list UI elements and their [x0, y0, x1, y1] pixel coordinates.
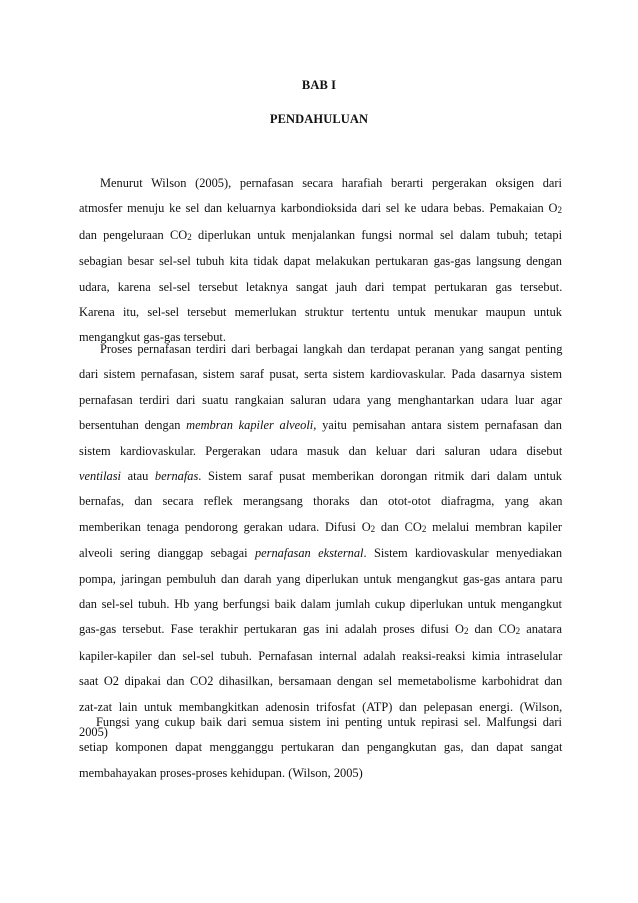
paragraph-line: membahayakan proses-proses kehidupan. (Wilson, 2005)	[79, 765, 363, 780]
paragraph-line: pernafasan terdiri dari suatu rangkaian saluran udara yang menghantarkan udara luar agar	[79, 392, 563, 407]
paragraph-line: gas-gas tersebut. Fase terakhir pertukaran gas ini adalah proses difusi $O_2$ dan $CO_2$ anatara	[79, 622, 562, 637]
chapter-number: BAB I	[301, 78, 337, 92]
paragraph-line: pompa, jaringan pembuluh dan darah yang diperlukan untuk mengangkut gas-gas antara paru	[79, 571, 563, 586]
paragraph-line: dan sel-sel tubuh. Hb yang berfungsi baik dalam jumlah cukup diperlukan untuk mengangkut	[79, 597, 562, 612]
paragraph-line: 2005)	[79, 725, 108, 740]
paragraph-line: alveoli sering dianggap sebagai pernafasan eksternal. Sistem kardiovaskular menyediakan	[79, 546, 563, 561]
paragraph-line: mengangkut gas-gas tersebut.	[79, 330, 226, 345]
paragraph-line: Proses pernafasan terdiri dari berbagai langkah dan terdapat peranan yang sangat penting	[100, 342, 563, 356]
paragraph-line: saat O2 dipakai dan CO2 dihasilkan, bersamaan dengan sel memetabolisme karbohidrat dan	[79, 674, 563, 689]
paragraph-2	[79, 337, 562, 746]
paragraph-line: dari sistem pernafasan, sistem saraf pusat, serta sistem kardiovaskular. Pada dasarnya sistem	[79, 367, 562, 382]
paragraph-line: setiap komponen dapat mengganggu pertukaran dan pengangkutan gas, dan dapat sangat	[79, 740, 563, 755]
paragraph-line: Fungsi yang cukup baik dari semua sistem ini penting untuk repirasi sel. Malfungsi dari	[96, 715, 562, 729]
chapter-title: PENDAHULUAN	[269, 112, 369, 126]
paragraph-line: Menurut Wilson (2005), pernafasan secara harafiah berarti pergerakan oksigen dari	[100, 176, 562, 190]
paragraph-line: sistem kardiovaskular. Pergerakan udara masuk dan keluar dari saluran udara disebut	[79, 443, 563, 458]
paragraph-3	[79, 710, 562, 786]
paragraph-line: zat-zat lain untuk membangkitkan adenosin trifosfat (ATP) dan pelepasan energi. (Wilson,	[79, 699, 563, 714]
paragraph-line: sebagian besar sel-sel tubuh kita tidak dapat melakukan pertukaran gas-gas langsung dengan	[79, 254, 562, 269]
paragraph-line: memberikan tenaga pendorong gerakan udara. Difusi $O_2$ dan $CO_2$ melalui membran kapiler	[79, 519, 562, 534]
paragraph-line: bersentuhan dengan membran kapiler alveoli, yaitu pemisahan antara sistem pernafasan dan	[79, 418, 563, 433]
paragraph-line: udara, karena sel-sel tersebut letaknya sangat jauh dari tempat pertukaran gas tersebut.	[79, 279, 563, 294]
paragraph-1	[79, 171, 562, 351]
paragraph-line: kapiler-kapiler dan sel-sel tubuh. Pernafasan internal adalah reaksi-reaksi kimia intraselular	[79, 648, 563, 663]
paragraph-line: ventilasi atau bernafas. Sistem saraf pusat memberikan dorongan ritmik dari dalam untuk	[79, 469, 562, 484]
paragraph-line: Karena itu, sel-sel tersebut memerlukan struktur tertentu untuk menukar maupun untuk	[79, 305, 562, 320]
paragraph-line: bernafas, dan secara reflek merangsang thoraks dan otot-otot diafragma, yang akan	[79, 494, 563, 509]
paragraph-line: atmosfer menuju ke sel dan keluarnya karbondioksida dari sel ke udara bebas. Pemakaian $O_2$	[79, 201, 562, 216]
paragraph-line: dan pengeluraan $CO_2$ diperlukan untuk menjalankan fungsi normal sel dalam tubuh; tetapi	[79, 227, 563, 242]
